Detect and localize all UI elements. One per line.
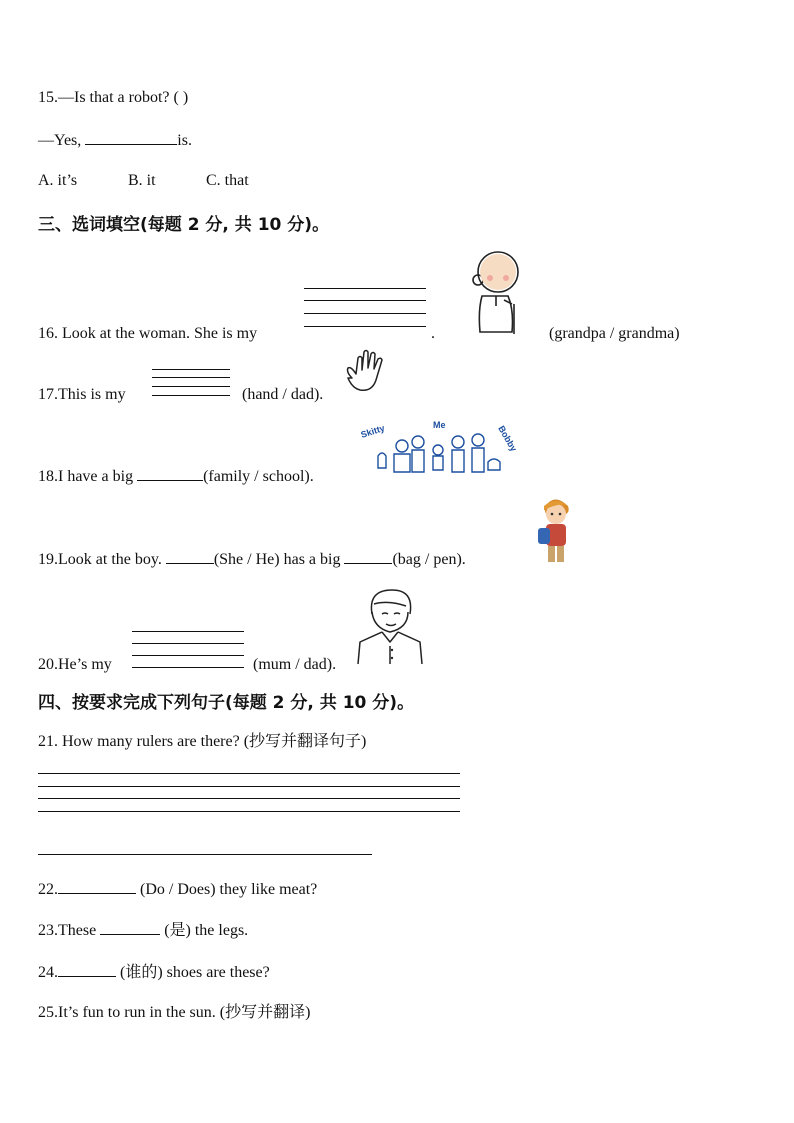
q21-text: 21. How many rulers are there? (抄写并翻译句子) <box>38 733 367 750</box>
section4-heading: 四、按要求完成下列句子(每题 2 分, 共 10 分)。 <box>38 693 415 713</box>
q16-period: . <box>431 325 435 342</box>
q15-option-a[interactable]: A. it’s <box>38 172 78 189</box>
q21-translation-line[interactable] <box>38 854 372 855</box>
family-label-bobby: Bobby <box>496 424 519 454</box>
section3-heading: 三、选词填空(每题 2 分, 共 10 分)。 <box>38 215 330 235</box>
q20-prefix: 20.He’s my <box>38 656 112 673</box>
boy-icon <box>536 494 576 566</box>
q21-writing-line[interactable] <box>38 798 460 799</box>
q21-writing-line[interactable] <box>38 773 460 774</box>
q18-prefix: 18.I have a big <box>38 468 138 485</box>
q17-prefix: 17.This is my <box>38 386 126 403</box>
q15-options <box>38 171 249 191</box>
man-icon <box>354 584 426 666</box>
hand-icon <box>344 348 390 396</box>
q16-choices: (grandpa / grandma) <box>549 325 680 342</box>
q23-suffix: (是) the legs. <box>160 922 249 939</box>
q24-prefix: 24. <box>38 964 58 981</box>
q19-choices: (bag / pen). <box>392 551 466 568</box>
q20-choices: (mum / dad). <box>253 656 337 673</box>
q22-blank[interactable] <box>58 879 136 894</box>
q24-suffix: (谁的) shoes are these? <box>116 964 270 981</box>
family-icon <box>360 416 522 478</box>
family-label-skitty: Skitty <box>360 422 386 440</box>
q22-suffix: (Do / Does) they like meat? <box>136 881 318 898</box>
q15-answer-suffix: is. <box>177 132 192 149</box>
q19-prefix: 19.Look at the boy. <box>38 551 166 568</box>
q22-prefix: 22. <box>38 881 58 898</box>
q15-option-b[interactable]: B. it <box>128 172 156 189</box>
q19-blank-1[interactable] <box>166 549 214 564</box>
q25-text: 25.It’s fun to run in the sun. (抄写并翻译) <box>38 1004 311 1021</box>
q23-line <box>38 920 248 941</box>
q18-choices: (family / school). <box>203 468 314 485</box>
q19-line <box>38 549 466 570</box>
grandma-icon <box>460 246 532 338</box>
q24-line <box>38 962 270 983</box>
q24-blank[interactable] <box>58 962 116 977</box>
q16-prefix: 16. Look at the woman. She is my <box>38 325 258 342</box>
q18-blank[interactable] <box>137 466 203 481</box>
q19-blank-2[interactable] <box>344 549 392 564</box>
q21-writing-line[interactable] <box>38 811 460 812</box>
q21-writing-line[interactable] <box>38 786 460 787</box>
q19-middle: (She / He) has a big <box>213 551 345 568</box>
q15-option-c[interactable]: C. that <box>206 172 249 189</box>
q15-answer-prefix: —Yes, <box>38 132 86 149</box>
q15-answer-line <box>38 130 192 151</box>
family-label-me: Me <box>433 420 446 430</box>
q18-line <box>38 466 314 487</box>
q23-prefix: 23.These <box>38 922 101 939</box>
q15-question: 15.—Is that a robot? ( ) <box>38 89 189 106</box>
q15-answer-blank[interactable] <box>85 130 177 145</box>
q17-choices: (hand / dad). <box>242 386 324 403</box>
q22-line <box>38 879 317 900</box>
q23-blank[interactable] <box>100 920 160 935</box>
